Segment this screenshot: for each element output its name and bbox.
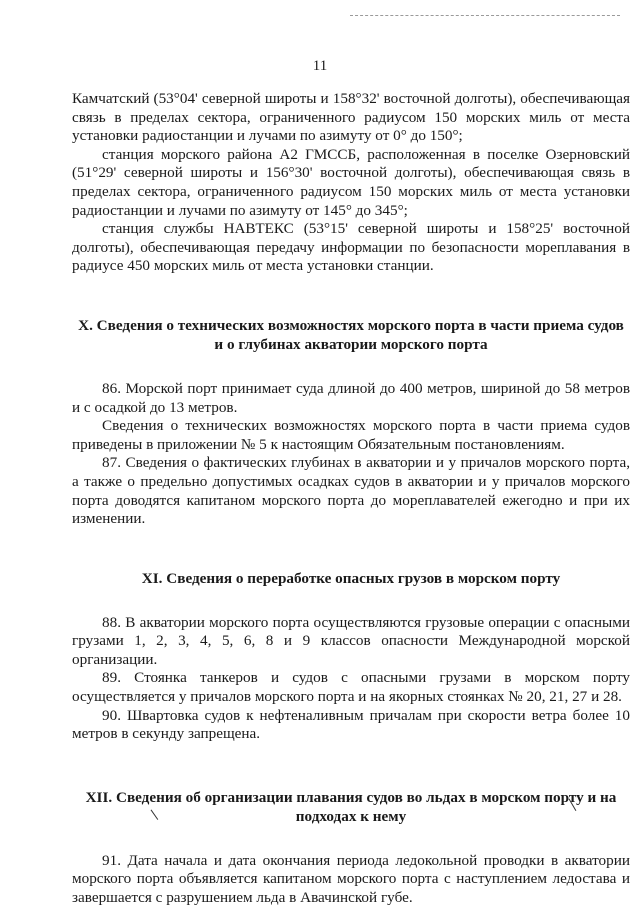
- paragraph-86-continued: Сведения о технических возможностях морского порта в части приема судов приведены в приложении № 5 к настоящим Обязательным постановлениям.: [72, 417, 630, 453]
- paragraph-91: 91. Дата начала и дата окончания периода ледокольной проводки в акватории морского порта объявляется капитаном морского порта с наступлением ледостава и завершается с разрушением льда в Авачинской губе.: [72, 851, 630, 907]
- section-12-heading: XII. Сведения об организации плавания судов во льдах в морском порту и на подходах к нему: [85, 788, 617, 825]
- paragraph-88: 88. В акватории морского порта осуществляются грузовые операции с опасными грузами 1, 2, 3, 4, 5, 6, 8 и 9 классов опасности Международной морской организации.: [72, 613, 630, 668]
- paragraph-87: 87. Сведения о фактических глубинах в акватории и у причалов морского порта, а также о предельно допустимых осадках судов в акватории и у причалов морского порта доводятся капитаном морского порта до мореплавателей ежегодно и при их изменении.: [72, 454, 630, 528]
- paragraph-86: 86. Морской порт принимает суда длиной до 400 метров, шириной до 58 метров и с осадкой до 13 метров.: [72, 379, 630, 416]
- intro-paragraph-3: станция службы НАВТЕКС (53°15' северной широты и 158°25' восточной долготы), обеспечивающая передачу информации по безопасности мореплавания в радиусе 450 морских миль от места установки станции.: [72, 220, 630, 275]
- paragraph-89: 89. Стоянка танкеров и судов с опасными грузами в морском порту осуществляется у причалов морского порта и на якорных стоянках № 20, 21, 27 и 28.: [72, 669, 630, 706]
- intro-paragraph-1: Камчатский (53°04' северной широты и 158°32' восточной долготы), обеспечивающая связь в пределах сектора, ограниченного радиусом 150 морских миль от места установки радиостанции и лучами по азимуту от 0° до 150°;: [72, 90, 630, 145]
- section-11-heading: XI. Сведения о переработке опасных грузов в морском порту: [141, 569, 561, 587]
- paragraph-90: 90. Швартовка судов к нефтеналивным причалам при скорости ветра более 10 метров в секунду запрещена.: [72, 706, 630, 743]
- document-body: [72, 90, 630, 908]
- header-rule: [350, 15, 620, 16]
- intro-paragraph-2: станция морского района А2 ГМССБ, расположенная в поселке Озерновский (51°29' северной широты и 156°30' восточной долготы), обеспечивающая связь в пределах сектора, ограниченного радиусом 150 морских миль от места установки радиостанции и лучами по азимуту от 145° до 345°;: [72, 145, 630, 219]
- section-10-heading: X. Сведения о технических возможностях морского порта в части приема судов и о глубинах акватории морского порта: [78, 316, 624, 353]
- page-number: 11: [312, 58, 328, 74]
